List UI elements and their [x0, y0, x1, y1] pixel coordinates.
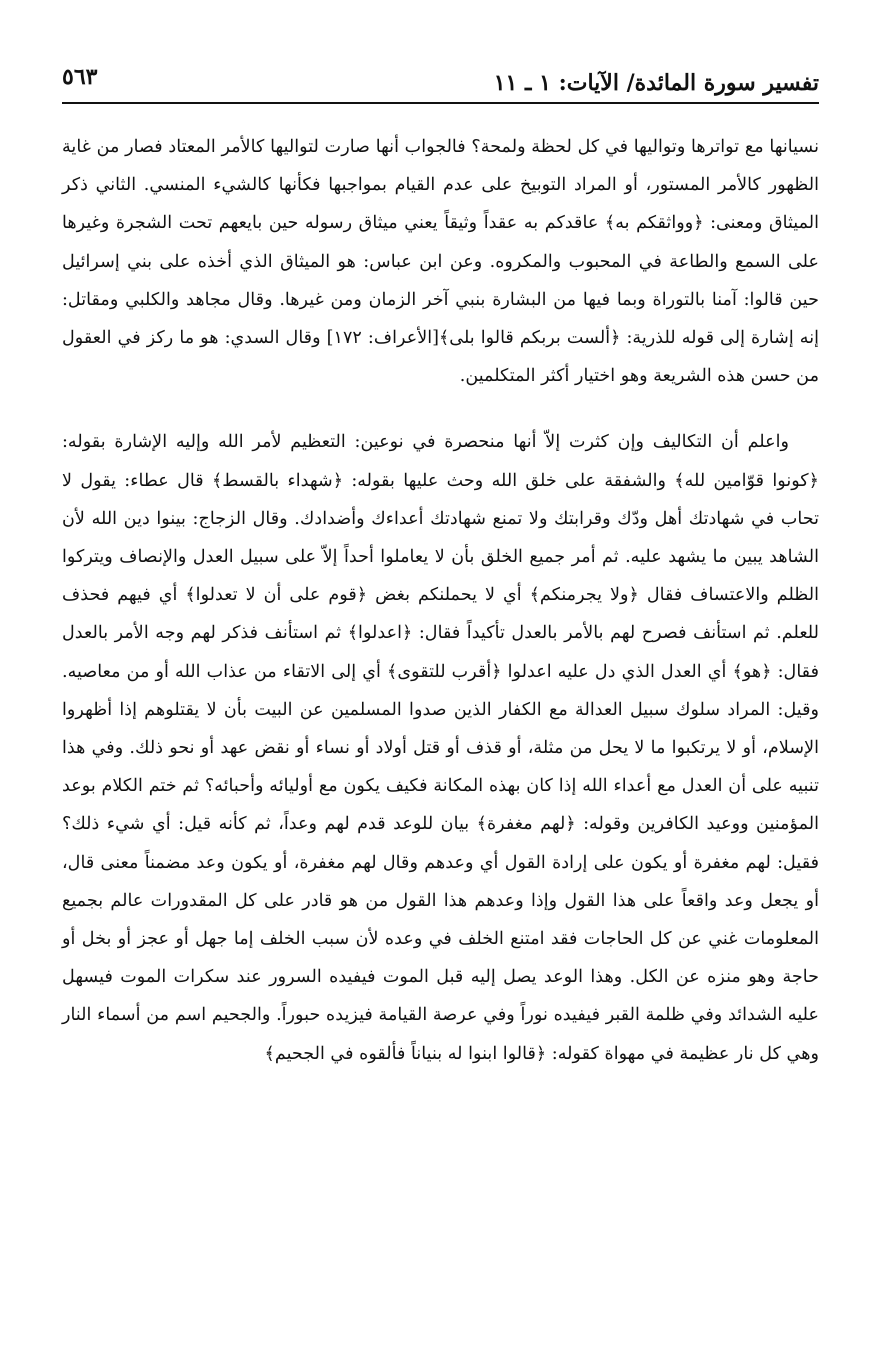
- page-header: [62, 58, 819, 104]
- book-page: [62, 58, 819, 1318]
- paragraph-1: نسيانها مع تواترها وتواليها في كل لحظة ولمحة؟ فالجواب أنها صارت لتواليها كالأمر المعتاد فصار من غاية الظهور كالأمر المستور، أو المراد التوبيخ على عدم القيام بمواجبها فكأنها كالشيء المنسي. الثاني ذكر الميثاق ومعنى: ﴿وواثقكم به﴾ عاقدكم به عقداً وثيقاً يعني ميثاق رسوله حين بايعهم تحت الشجرة وغيرها على السمع والطاعة في المحبوب والمكروه. وعن ابن عباس: هو الميثاق الذي أخذه على بني إسرائيل حين قالوا: آمنا بالتوراة وبما فيها من البشارة بنبي آخر الزمان ومن غيرها. وقال مجاهد والكلبي ومقاتل: إنه إشارة إلى قوله للذرية: ﴿ألست بربكم قالوا بلى﴾[الأعراف: ١٧٢] وقال السدي: هو ما ركز في العقول من حسن هذه الشريعة وهو اختيار أكثر المتكلمين.: [62, 137, 819, 387]
- running-title: تفسير سورة المائدة/ الآيات: ١ ـ ١١: [493, 70, 819, 96]
- page-number: ٥٦٣: [62, 64, 98, 90]
- body-text: [62, 128, 819, 1073]
- paragraph-2: واعلم أن التكاليف وإن كثرت إلاّ أنها منحصرة في نوعين: التعظيم لأمر الله وإليه الإشارة بقوله: ﴿كونوا قوّامين لله﴾ والشفقة على خلق الله وحث عليها بقوله: ﴿شهداء بالقسط﴾ قال عطاء: يقول لا تحاب في شهادتك أهل ودّك وقرابتك ولا تمنع شهادتك أعداءك وأضدادك. وقال الزجاج: بينوا دين الله لأن الشاهد يبين ما يشهد عليه. ثم أمر جميع الخلق بأن لا يعاملوا أحداً إلاّ على سبيل العدل والإنصاف ويتركوا الظلم والاعتساف فقال ﴿ولا يجرمنكم﴾ أي لا يحملنكم بغض ﴿قوم على أن لا تعدلوا﴾ أي فيهم فحذف للعلم. ثم استأنف فصرح لهم بالأمر بالعدل تأكيداً فقال: ﴿اعدلوا﴾ ثم استأنف فذكر لهم وجه الأمر بالعدل فقال: ﴿هو﴾ أي العدل الذي دل عليه اعدلوا ﴿أقرب للتقوى﴾ أي إلى الاتقاء من عذاب الله أو من معاصيه. وقيل: المراد سلوك سبيل العدالة مع الكفار الذين صدوا المسلمين عن البيت بأن لا يقتلوهم إذا أظهروا الإسلام، أو لا يرتكبوا ما لا يحل من مثلة، أو قذف أو قتل أولاد أو نساء أو نقض عهد أو نحو ذلك. وفي هذا تنبيه على أن العدل مع أعداء الله إذا كان بهذه المكانة فكيف يكون مع أوليائه وأحبائه؟ ثم ختم الكلام بوعد المؤمنين ووعيد الكافرين وقوله: ﴿لهم مغفرة﴾ بيان للوعد قدم لهم وعداً، ثم كأنه قيل: أي شيء ذلك؟ فقيل: لهم مغفرة أو يكون على إرادة القول أي وعدهم وقال لهم مغفرة، أو يكون وعد مضمناً معنى قال، أو يجعل وعد واقعاً على هذا القول وإذا وعدهم هذا القول من هو قادر على كل المقدورات عالم بجميع المعلومات غني عن كل الحاجات فقد امتنع الخلف في وعده لأن سبب الخلف إما جهل أو عجز أو بخل أو حاجة وهو منزه عن الكل. وهذا الوعد يصل إليه قبل الموت فيفيده السرور عند سكرات الموت فيسهل عليه الشدائد وفي ظلمة القبر فيفيده نوراً وفي عرصة القيامة فيزيده حبوراً. والجحيم اسم من أسماء النار وهي كل نار عظيمة في مهواة كقوله: ﴿قالوا ابنوا له بنياناً فألقوه في الجحيم﴾: [62, 432, 819, 1064]
